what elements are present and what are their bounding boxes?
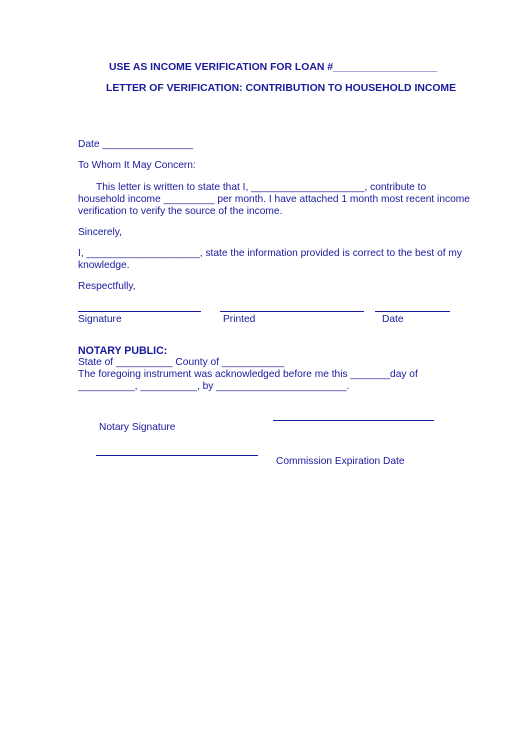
foregoing-line-1: The foregoing instrument was acknowledged before me this _______day of (78, 369, 418, 380)
body-line-2: household income _________ per month. I have attached 1 month most recent income (78, 194, 470, 205)
body-line-1: This letter is written to state that I, ____________________, contribute to (96, 182, 427, 193)
date-label: Date (382, 314, 404, 325)
foregoing-line-2: __________, __________, by _______________________. (78, 381, 350, 392)
state-county-line: State of __________ County of ___________ (78, 357, 285, 368)
salutation: To Whom It May Concern: (78, 160, 196, 171)
respectfully-closing: Respectfully, (78, 281, 136, 292)
commission-expiration-label: Commission Expiration Date (276, 456, 405, 467)
printed-label: Printed (223, 314, 256, 325)
commission-underline (273, 420, 434, 421)
loan-verification-heading: USE AS INCOME VERIFICATION FOR LOAN #__________________ (109, 62, 438, 73)
notary-signature-label: Notary Signature (99, 422, 176, 433)
document-title: LETTER OF VERIFICATION: CONTRIBUTION TO HOUSEHOLD INCOME (106, 83, 457, 94)
statement-line-1: I, ____________________, state the information provided is correct to the best of my (78, 248, 462, 259)
notary-signature-underline (96, 455, 258, 456)
date-line: Date ________________ (78, 139, 194, 150)
printed-underline (220, 311, 364, 312)
date-underline (375, 311, 450, 312)
signature-underline (78, 311, 201, 312)
notary-heading: NOTARY PUBLIC: (78, 345, 168, 357)
body-line-3: verification to verify the source of the income. (78, 206, 283, 217)
sincerely-closing: Sincerely, (78, 227, 122, 238)
signature-label: Signature (78, 314, 122, 325)
statement-line-2: knowledge. (78, 260, 130, 271)
